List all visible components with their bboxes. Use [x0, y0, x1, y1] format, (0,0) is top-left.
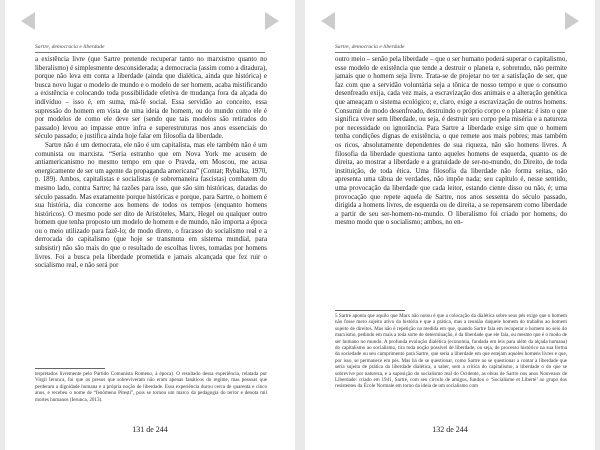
triangle-left-icon[interactable] — [317, 10, 339, 32]
footnote-divider — [335, 310, 405, 311]
running-header: Sartre, democracia e liberdade — [35, 44, 265, 53]
page-number: 131 de 244 — [132, 425, 168, 434]
triangle-left-icon[interactable] — [17, 10, 39, 32]
footnote: terpretados livremente pelo Partido Comunista Romeno, à época). O resultado dessa experiência, relatada por Virgil Ierunca, foi que os presos que sobreviveram não eram apenas fanáticos do regime, mas pessoas que perderam a dignidade humana e a própria noção de liberdade. Essa experiência durou cerca de quarenta e cinco anos, e recebeu o nome de “fenômeno Pitești”, pois se tornou um marco da pedagogia do terror e denota mil mortes humanos (Ierunca, 2013). — [35, 371, 267, 403]
page-number: 132 de 244 — [432, 425, 468, 434]
footnote-divider — [35, 368, 105, 369]
footnote: 5 Sartre aponta que aquilo que Marx não notou é que a colocação da dialética sobre seus pés exige que o homem não fosse mero sujeito ativo da história e que a prática, mas a reunião daquele homem do trabalho ao homem sujeito de direitos. Mas não é repetição na medida em que, quando Sartre fala em recuperar o homem no seio do marxismo, pedindo em mais a toda sorte de determinação, é da liberdade que ele fala, ou mesmo que é o modo de ser humano no mundo. A profunda evolução dialética (economia, fundada em leis para além da alçada humana) do capitalismo ao socialismo, tira toda noção possível de liberdade, ou seja, de processo histórico na sua forma da sociedade ou seu cumprimento para Sartre, que seria a liberdade em que estejam aqueles homens livres e que, por isso, se permanece em pés. Mas há de se questionar, como Sartre ao se questionar a contar a liberdade que seria sujeita de prática da liberdade dialética, a saber, sem a crítica do capitalismo, a liberdade o do que se sobrevive por natureza, e a suposição do socialismo real do Ocidente, as obras de Sartre nos anos Nouveaux de Liberdade: criado em 1941, Sartre, com seu círculo de amigos, fundou o ‘Socialisme et Liberté’ ao grupo dos resistentes da École Normale em torno da ideia de um socialismo com — [335, 313, 567, 390]
paragraph: outro meio – senão pela liberdade – que o ser humano poderá superar o capitalismo, esse modelo de existência que tende a destruir o planeta e, sobretudo, não permite jamais que o homem seja livre. Trata-se de projetar no ter a satisfação de ser, que faz com que a servidão voluntária seja a tônica de nosso tempo e que o consumo desenfreado exija, cada vez mais, a escravização dos animais e a alteração genética que ameaçam o sistema ecológico; e, claro, exige a escravização de outros homens. Consumir de modo desenfreado, destruindo o próprio corpo e o planeta: é isto o que significa viver sem liberdade, ou seja, é destruir seu corpo pela miséria e a natureza por necessidade ou ignorância. Para Sartre a liberdade exige sim que o homem tenha condições dignas de existência, o que remete aos mais pobres; mas também os ricos, absolutamente dependentes de sua riqueza, não são homens livres. A filosofia da liberdade questiona tanto aqueles homens de esquerda, quanto os de direita, ao mostrar a liberdade e a gratuidade de ser-no-mundo, do Direito, de toda instituição, de toda ética. Uma filosofia da liberdade não forma seitas, não apresenta uma tábua de verdades, não impõe nada; seu capítulo é, nesse sentido, uma provocação da liberdade que cada leitor, estando ciente disso ou não, é; uma provocação que repete aquela de Sartre, nos anos sessenta do século passado, dirigida a homens livres, de esquerda ou de direita, a se repensarem como liberdade a partir de seu ser-homem-no-mundo. O liberalismo foi criado por homens, do mesmo modo que o socialismo; ambos, no en- — [335, 56, 567, 227]
running-header: Sartre, democracia e liberdade — [335, 44, 565, 53]
paragraph: a existência livre (que Sartre pretende recuperar tanto no marxismo quanto no liberalismo) é simplesmente desconsiderada; a democracia (assim como a ditadura), porque não leva em conta a liberdade (ainda que dialética, ainda que histórica) e busca novo lugar o modelo de mundo e o modelo de ser homem, acaba mistificando a existência e colocando toda possibilidade efetiva de mudança fora da alçada do indivíduo – isso é, em suma, má-fé social. Essa servidão ao conceito, essa supressão do homem em vista de uma ideia de homem, ou do mundo como ele é por modelos de como ele deve ser (sendo que tais modelos são retirados do passado) levou ao impasse entre infra e superestruturas nos anos essenciais do século passado; e justifica ainda hoje falar em filosofia da liberdade. — [35, 56, 267, 141]
body-text — [35, 56, 267, 271]
right-page — [305, 0, 595, 450]
paragraph: Sartre não é um democrata, ele não é um capitalista, mas ele também não é um comunista ou marxista. “Seria estranho que em Nova York me acusem de antiamericanismo no mesmo tempo em que o Pravda, em Moscou, me acusa energicamente de ser um agente da propaganda americana” (Contat; Rybalka, 1970, p. 189). Ambos, capitalistas e socialistas (e sobremaneira fascistas) combatem do mesmo lado, contra Sartre; há razões para isso, que são sim históricas, datadas do século passado. Mas exatamente porque históricas e porque, para Sartre, o homem é sua história, dia concerne aos homens de todos os tempos (enquanto homens históricos). O mesmo pode ser dito de Aristóteles, Marx, Hegel ou qualquer outro homem que tenha proposto um modelo de homem e de mundo, não importa a época ou o meio utilizado para fazê-lo; de modo direto, o fracasso do socialismo real e a derrocada do capitalismo (que hoje se transmuta em sistema mundial, para subsistir) não são mais do que o resultado de escolhas livres, tomadas por homens livres. Foi a busca pela liberdade prometida e jamais alcançada que fez ruir o socialismo real, e não será por — [35, 141, 267, 270]
footnotes — [335, 313, 567, 390]
triangle-right-icon[interactable] — [561, 10, 583, 32]
triangle-right-icon[interactable] — [261, 10, 283, 32]
body-text — [335, 56, 567, 228]
footnotes — [35, 371, 267, 403]
left-page — [5, 0, 295, 450]
